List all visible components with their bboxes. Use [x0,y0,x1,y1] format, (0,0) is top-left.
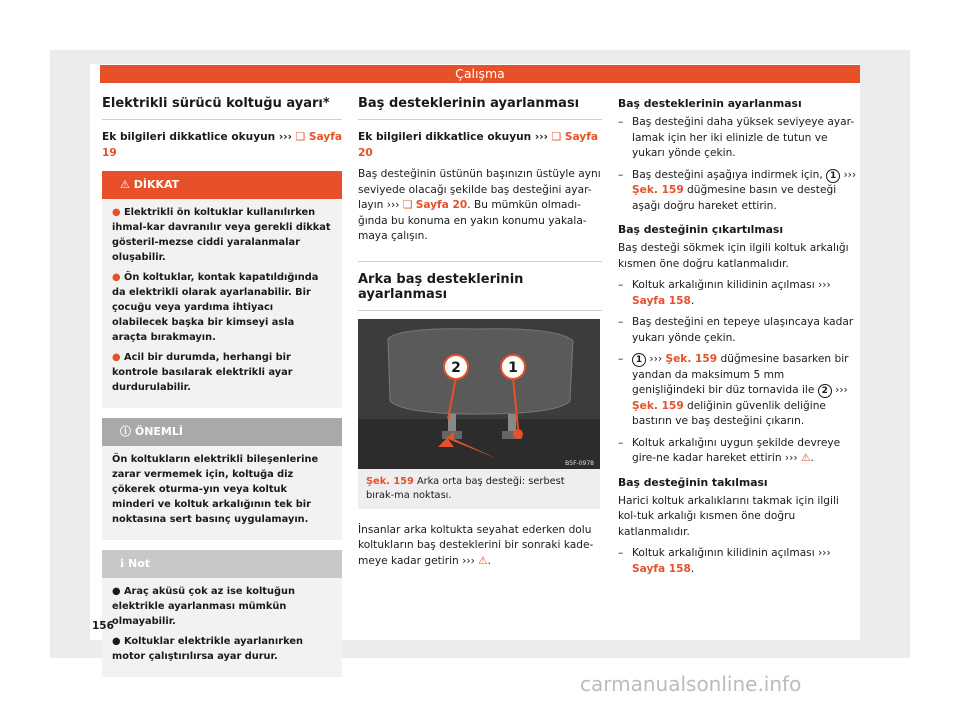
notice-title: ÖNEMLİ [134,425,183,438]
section-heading-rear: Arka baş desteklerinin ayarlanması [358,271,524,302]
body-paragraph: Baş desteği sökmek için ilgili koltuk arkalığı kısmen öne doğru katlanmalıdır. [618,242,849,270]
warning-item: ● Acil bir durumda, herhangi bir kontrole basılarak elektrikli ayar durdurulabilir. [112,352,293,393]
warning-header [102,171,342,199]
warning-icon: ⚠ [800,452,811,464]
warning-body [102,199,342,408]
list-item: – Koltuk arkalığının kilidinin açılması ››› Sayfa 158. [618,279,831,307]
subheading: Baş desteğinin takılması [618,475,768,489]
list-item: – Baş desteğini aşağıya indirmek için, 1 ››› Şek. 159 düğmesine basın ve desteği aşağı doğru hareket ettirin. [618,168,857,212]
column-left [102,96,342,677]
warning-box [102,171,342,408]
page-ref-link[interactable]: Sayfa 20 [358,131,598,159]
note-item: ● Koltuklar elektrikle ayarlanırken motor çalıştırılırsa ayar durur. [112,636,303,662]
book-icon: ❑ [551,131,562,143]
watermark: carmanualsonline.info [580,672,802,696]
warning-item: ● Elektrikli ön koltuklar kullanılırken ihmal-kar davranılır veya gerekli dikkat gösteril-mezse ciddi yaralanmalar oluşabilir. [112,207,331,263]
page-ref-link[interactable]: Sayfa 20 [415,199,468,211]
subheading: Baş desteğinin çıkartılması [618,223,784,236]
page-ref-link[interactable]: Sayfa 158 [632,294,691,307]
page-number: 156 [92,620,114,632]
warning-title: DİKKAT [133,178,180,191]
page-ref-link[interactable]: Sayfa 19 [102,131,342,159]
body-paragraph: İnsanlar arka koltukta seyahat ederken dolu koltukların baş desteklerini bir sonraki kade-meye kadar getirin ››› ⚠. [358,523,594,567]
book-icon: ❑ [295,131,306,143]
headrest-figure [358,319,600,469]
figure-code: B5F-0978 [565,459,594,467]
divider [358,119,602,120]
lead-text [358,130,602,161]
warning-icon: ⚠ [120,178,130,191]
lead-label: Ek bilgileri dikkatlice okuyun ››› [358,131,552,143]
note-item: ● Araç aküsü çok az ise koltuğun elektrikle ayarlanması mümkün olmayabilir. [112,586,295,627]
caption-text: Arka orta baş desteği: serbest bırak-ma noktası. [366,475,565,501]
info-icon: ℹ [120,557,125,570]
figure-ref-link[interactable]: Şek. 159 [632,184,684,196]
notice-box [102,418,342,540]
figure-ref: Şek. 159 [366,475,414,487]
note-title: Not [128,557,151,570]
section-heading-seat: Elektrikli sürücü koltuğu ayarı* [102,96,330,111]
list-item: – Baş desteğini en tepeye ulaşıncaya kadar yukarı yönde çekin. [618,316,854,344]
list-item: – 1 ››› Şek. 159 düğmesine basarken bir yandan da maksimum 5 mm genişliğindeki bir düz tornavida ile 2 ››› Şek. 159 deliğinin güvenlik deliğine bastırın ve baş desteğini çıkarın. [618,353,849,427]
list-item: – Koltuk arkalığını uygun şekilde devreye gire-ne kadar hareket ettirin ››› ⚠. [618,436,841,464]
divider [358,310,602,311]
divider [102,119,342,120]
note-body [102,578,342,677]
figure-caption [358,469,600,509]
section-heading-headrests: Baş desteklerinin ayarlanması [358,96,580,111]
note-header [102,550,342,578]
body-paragraph: Baş desteğinin üstünün başınızın üstüyle aynı seviyede olacağı şekilde baş desteğini ayar-layın ››› ❑ Sayfa 20. Bu mümkün olmadı-ğında bu konuma en yakın konumu yakala-maya çalışın. [358,168,601,242]
figure-label-1: 1 [508,359,518,376]
figure-ref-link[interactable]: Şek. 159 [665,353,718,365]
column-right [618,96,860,583]
warning-item: ● Ön koltuklar, kontak kapatıldığında da elektrikli olarak ayarlanabilir. Bir çocuğu veya yardıma ihtiyacı olabilecek başka bir kimseyi asla araçta bırakmayın. [112,272,319,343]
callout-1: 1 [632,353,646,367]
subheading: Baş desteklerinin ayarlanması [618,97,802,110]
section-header: Çalışma [100,65,860,83]
book-icon: ❑ [402,199,413,211]
notice-header [102,418,342,446]
page-ref-link[interactable]: Sayfa 158 [632,562,691,575]
notice-text: Ön koltukların elektrikli bileşenlerine zarar vermemek için, koltuğa diz çökerek oturma-yın veya koltuk minderi ve koltuk arkalığının tek bir noktasına sert basınç uygulamayın. [112,454,319,525]
headrest-illustration [358,319,600,469]
callout-2: 2 [818,384,832,398]
callout-1: 1 [826,169,840,183]
divider [358,261,602,262]
figure-ref-link[interactable]: Şek. 159 [632,399,684,412]
column-middle [358,96,602,575]
figure-label-2: 2 [451,359,461,376]
lead-text [102,130,342,161]
notice-body [102,446,342,540]
list-item: – Koltuk arkalığının kilidinin açılması ››› Sayfa 158. [618,547,831,575]
list-item: – Baş desteğini daha yüksek seviyeye ayar-lamak için her iki elinizle de tutun ve yukarı yönde çekin. [618,116,855,159]
lead-label: Ek bilgileri dikkatlice okuyun ››› [102,131,296,143]
body-paragraph: Harici koltuk arkalıklarını takmak için ilgili kol-tuk arkalığı kısmen öne doğru katlanmalıdır. [618,494,839,538]
info-circle-icon: ⓘ [120,425,131,438]
note-box [102,550,342,677]
warning-icon: ⚠ [478,554,488,567]
